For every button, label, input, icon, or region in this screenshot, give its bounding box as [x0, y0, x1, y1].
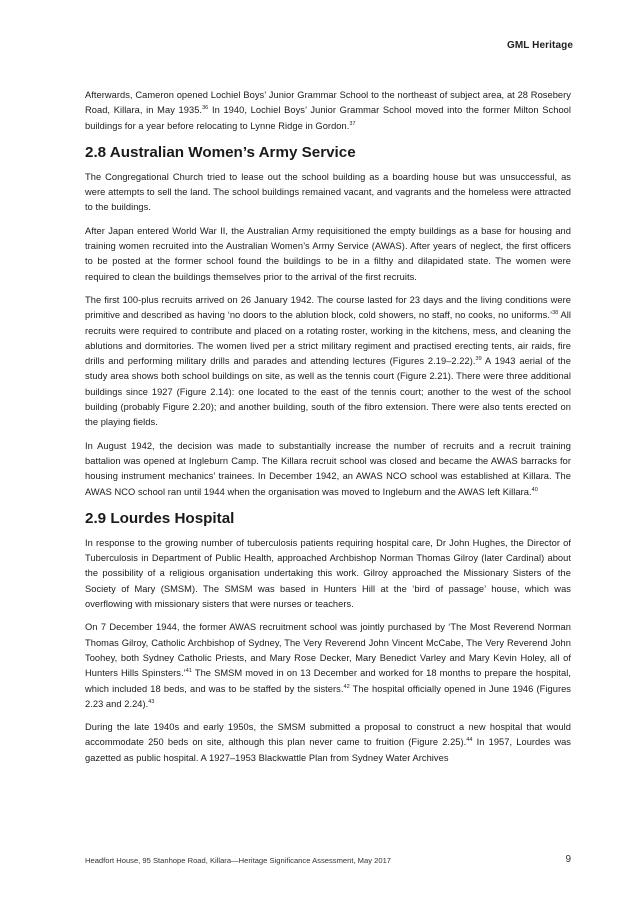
lourdes-paragraph-3: During the late 1940s and early 1950s, the SMSM submitted a proposal to construct a new hospital that would accommodate 250 beds on site, although this plan never came to fruition (Figure 2.25).$^{44}$ In 1957, Lourdes was gazetted as public hospital. A 1927–1953 Blackwattle Plan from Sydney Water Archives: [85, 722, 572, 763]
footnote-ref: 38: [552, 310, 559, 317]
section-heading-awas: 2.8 Australian Women’s Army Service: [85, 143, 356, 161]
footnote-ref: 41: [185, 668, 192, 675]
footnote-ref: 40: [531, 486, 538, 493]
footnote-ref: 37: [349, 120, 356, 127]
document-body: [85, 88, 571, 774]
section-heading-lourdes: 2.9 Lourdes Hospital: [85, 509, 235, 527]
awas-paragraph-4: In August 1942, the decision was made to substantially increase the number of recruits and a recruit training battalion was opened at Ingleburn Camp. The Killara recruit school was closed and became the AWAS barracks for housing instrument mechanics’ trainees. In December 1942, an AWAS NCO school was established at Killara. The AWAS NCO school ran until 1944 when the organisation was moved to Ingleburn and the AWAS left Killara.$^{40}$: [85, 440, 571, 497]
lourdes-paragraph-1: In response to the growing number of tuberculosis patients requiring hospital care, Dr John Hughes, the Director of Tuberculosis in Department of Public Health, approached Archbishop Norman Thomas Gilroy (later Cardinal) about the possibility of a religious organisation undertaking this work. Gilroy approached the Missionary Sisters of the Society of Mary (SMSM). The SMSM was based in Hunters Hill at the ‘bird of passage’ house, which was overflowing with missionary sisters that were nurses or teachers.: [85, 537, 571, 610]
footnote-ref: 42: [343, 683, 350, 690]
footnote-ref: 43: [148, 698, 155, 705]
awas-paragraph-3: The first 100-plus recruits arrived on 26 January 1942. The course lasted for 23 days and the living conditions were primitive and described as having ‘no doors to the ablution block, cold showers, no staff, no cooks, no uniforms.’$^{38}$ All recruits were required to contribute and placed on a rotating roster, working in the kitchens, mess, and cleaning the ablutions and dormitories. The women lived per a strict military regiment and practised erecting tents, air raids, fire drills and performing military drills and parades and attending lectures (Figures 2.19–2.22).$^{39}$ A 1943 aerial of the study area shows both school buildings on site, as well as the tennis court (Figure 2.21). There were three additional buildings since 1927 (Figure 2.14): one located to the east of the tennis court; another to the west of the school building (probably Figure 2.20); and another building, south of the fibro extension. There were also tents erected on the playing fields.: [85, 294, 571, 428]
footnote-ref: 36: [202, 105, 209, 112]
awas-paragraph-1: The Congregational Church tried to lease out the school building as a boarding house but was unsuccessful, as were attempts to sell the land. The school buildings remained vacant, and vagrants and the homeless were attracted to the buildings.: [85, 171, 571, 213]
page-header-org: GML Heritage: [506, 40, 573, 51]
lourdes-paragraph-2: On 7 December 1944, the former AWAS recruitment school was jointly purchased by ‘The Most Reverend Norman Thomas Gilroy, Catholic Archbishop of Sydney, The Very Reverend John Vincent McCabe, The Very Reverend John Toohey, both Sydney Catholic Priests, and Mary Rose Decker, Mary Benedict Varley and Mary Kevin Holey, all of Hunters Hills Spinsters.’$^{41}$ The SMSM moved in on 13 December and worked for 18 months to prepare the hospital, which included 18 beds, and was to be staffed by the sisters.$^{42}$ The hospital officially opened in June 1946 (Figures 2.23 and 2.24).$^{43}$: [85, 622, 572, 709]
awas-paragraph-2: After Japan entered World War II, the Australian Army requisitioned the empty buildings as a base for housing and training women recruited into the Australian Women’s Army Service (AWAS). After years of neglect, the first officers to be posted at the former school found the buildings to be in a filthy and dilapidated state. The women were required to clean the buildings themselves prior to the arrival of the first recruits.: [85, 225, 571, 282]
page-number: 9: [565, 854, 571, 865]
footnote-ref: 39: [475, 356, 482, 363]
intro-paragraph: Afterwards, Cameron opened Lochiel Boys’ Junior Grammar School to the northeast of subject area, at 28 Rosebery Road, Killara, in May 1935.36 In 1940, Lochiel Boys’ Junior Grammar School moved into the former Milton School buildings for a year before relocating to Lynne Ridge in Gordon.$^{37}$: [85, 90, 571, 131]
footnote-ref: 44: [466, 737, 473, 744]
footer-document-title: Headfort House, 95 Stanhope Road, Killara—Heritage Significance Assessment, May 2017: [85, 856, 392, 865]
